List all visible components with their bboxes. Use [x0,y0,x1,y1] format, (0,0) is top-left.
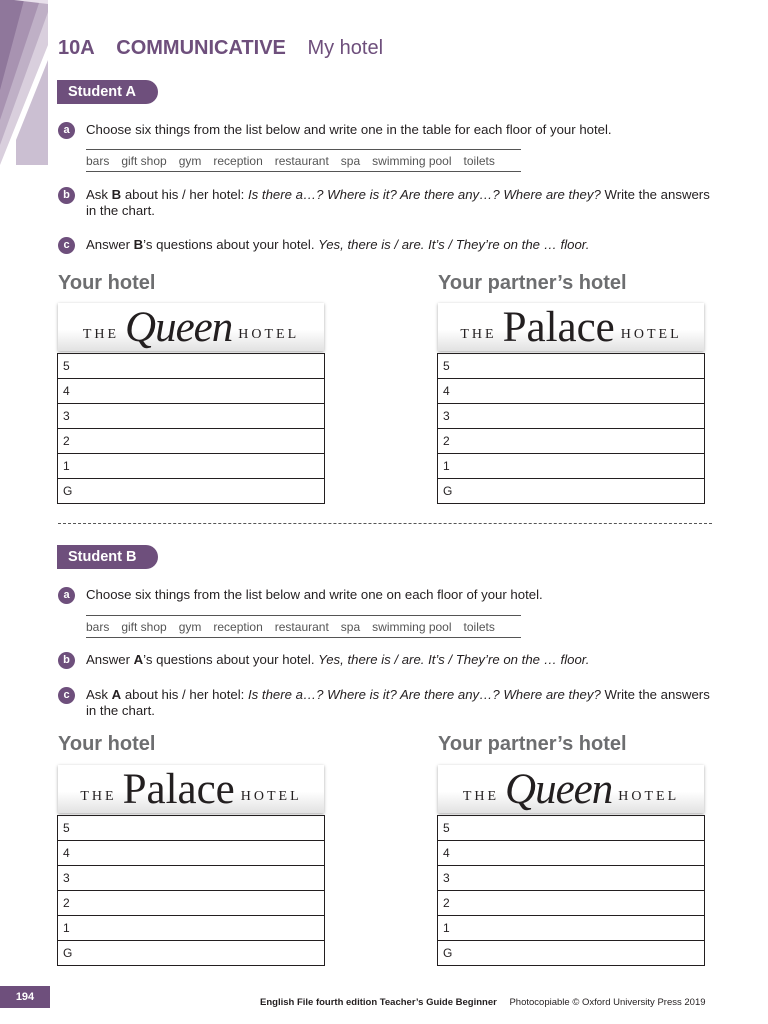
floor-row [58,404,325,429]
logo-hotel: HOTEL [618,789,680,804]
word-option: reception [213,153,263,168]
step-bullet: c [58,687,75,704]
student-a-word-list [86,149,521,172]
floor-cell[interactable]: 5 [438,354,705,379]
floor-row [438,866,705,891]
corner-decoration [0,0,48,165]
floor-row [438,916,705,941]
step-text: Ask A about his / her hotel: Is there a…? Where is it? Are there any…? Where are they? Write the answers in the chart. [86,687,710,718]
step-bullet: b [58,652,75,669]
floor-row [438,816,705,841]
queen-hotel-logo [438,765,704,813]
logo-hotel: HOTEL [238,327,300,342]
floor-row [58,479,325,504]
footer-credit [260,997,706,1008]
palace-hotel-logo [438,303,704,351]
floor-cell[interactable]: 3 [58,404,325,429]
page-title [58,37,383,60]
floor-cell[interactable]: 4 [58,379,325,404]
floor-row [438,891,705,916]
step-bullet: a [58,122,75,139]
cut-line-divider [58,523,712,524]
floor-cell[interactable]: 1 [438,916,705,941]
page-number: 194 [0,986,50,1008]
section-type: COMMUNICATIVE [116,37,286,59]
your-hotel-heading: Your hotel [58,272,156,294]
partner-hotel-floor-table [437,815,705,966]
step-bullet: b [58,187,75,204]
queen-hotel-logo [58,303,324,351]
logo-name: Palace [502,303,615,351]
student-b-step-b [58,652,718,668]
word-option: swimming pool [372,619,452,634]
word-option: gift shop [121,619,167,634]
word-option: reception [213,619,263,634]
logo-the: THE [80,789,117,804]
partner-hotel-heading: Your partner’s hotel [438,733,627,755]
floor-row [58,816,325,841]
floor-cell[interactable]: 4 [438,841,705,866]
floor-cell[interactable]: G [58,941,325,966]
word-option: toilets [463,153,495,168]
floor-row [58,379,325,404]
word-option: restaurant [274,619,329,634]
partner-hotel-heading: Your partner’s hotel [438,272,627,294]
word-option: gym [178,153,202,168]
student-a-step-a [58,122,718,138]
floor-cell[interactable]: 2 [58,429,325,454]
floor-cell[interactable]: 4 [438,379,705,404]
your-hotel-floor-table [57,353,325,504]
floor-row [438,429,705,454]
logo-name: Palace [122,765,235,813]
word-option: spa [340,153,361,168]
floor-row [438,479,705,504]
logo-name: Queen [125,303,233,351]
student-a-label: Student A [57,80,158,104]
step-text: Choose six things from the list below and write one on each floor of your hotel. [86,587,543,602]
floor-cell[interactable]: 1 [58,454,325,479]
logo-the: THE [462,789,500,804]
floor-row [438,841,705,866]
copyright-notice: Photocopiable © Oxford University Press 2019 [509,997,706,1008]
floor-cell[interactable]: 3 [438,866,705,891]
floor-row [58,354,325,379]
floor-cell[interactable]: 1 [58,916,325,941]
word-option: bars [86,153,110,168]
floor-cell[interactable]: G [58,479,325,504]
unit-code: 10A [58,37,95,59]
floor-row [58,841,325,866]
floor-cell[interactable]: G [438,479,705,504]
word-option: gift shop [121,153,167,168]
floor-cell[interactable]: 1 [438,454,705,479]
student-a-step-c [58,237,718,253]
step-bullet: c [58,237,75,254]
logo-hotel: HOTEL [620,327,682,342]
floor-cell[interactable]: 3 [438,404,705,429]
floor-row [58,866,325,891]
word-option: spa [340,619,361,634]
step-text: Ask B about his / her hotel: Is there a…? Where is it? Are there any…? Where are they? Write the answers in the chart. [86,187,710,218]
floor-row [58,891,325,916]
student-b-word-list [86,615,521,638]
floor-row [438,454,705,479]
word-option: restaurant [274,153,329,168]
student-b-step-a [58,587,718,603]
floor-row [438,379,705,404]
your-hotel-floor-table [57,815,325,966]
word-option: bars [86,619,110,634]
floor-cell[interactable]: G [438,941,705,966]
floor-row [438,404,705,429]
student-b-label: Student B [57,545,158,569]
logo-the: THE [82,327,120,342]
logo-name: Queen [505,765,613,813]
floor-row [58,941,325,966]
word-option: swimming pool [372,153,452,168]
your-hotel-heading: Your hotel [58,733,156,755]
word-option: toilets [463,619,495,634]
floor-row [438,941,705,966]
step-text: Answer B’s questions about your hotel. Yes, there is / are. It’s / They’re on the … floor. [86,237,590,252]
floor-cell[interactable]: 3 [58,866,325,891]
floor-row [58,429,325,454]
step-text: Choose six things from the list below and write one in the table for each floor of your hotel. [86,122,612,137]
floor-cell[interactable]: 4 [58,841,325,866]
floor-cell[interactable]: 2 [58,891,325,916]
floor-cell[interactable]: 5 [58,354,325,379]
floor-row [58,454,325,479]
partner-hotel-floor-table [437,353,705,504]
floor-cell[interactable]: 2 [438,891,705,916]
floor-row [58,916,325,941]
step-text: Answer A’s questions about your hotel. Yes, there is / are. It’s / They’re on the … floor. [86,652,590,667]
topic-title: My hotel [307,37,384,59]
word-option: gym [178,619,202,634]
step-bullet: a [58,587,75,604]
floor-cell[interactable]: 5 [58,816,325,841]
palace-hotel-logo [58,765,324,813]
floor-cell[interactable]: 5 [438,816,705,841]
logo-the: THE [460,327,497,342]
floor-cell[interactable]: 2 [438,429,705,454]
student-b-step-c [58,687,718,719]
logo-hotel: HOTEL [240,789,302,804]
book-title: English File fourth edition Teacher’s Guide Beginner [260,997,497,1008]
student-a-step-b [58,187,718,219]
floor-row [438,354,705,379]
